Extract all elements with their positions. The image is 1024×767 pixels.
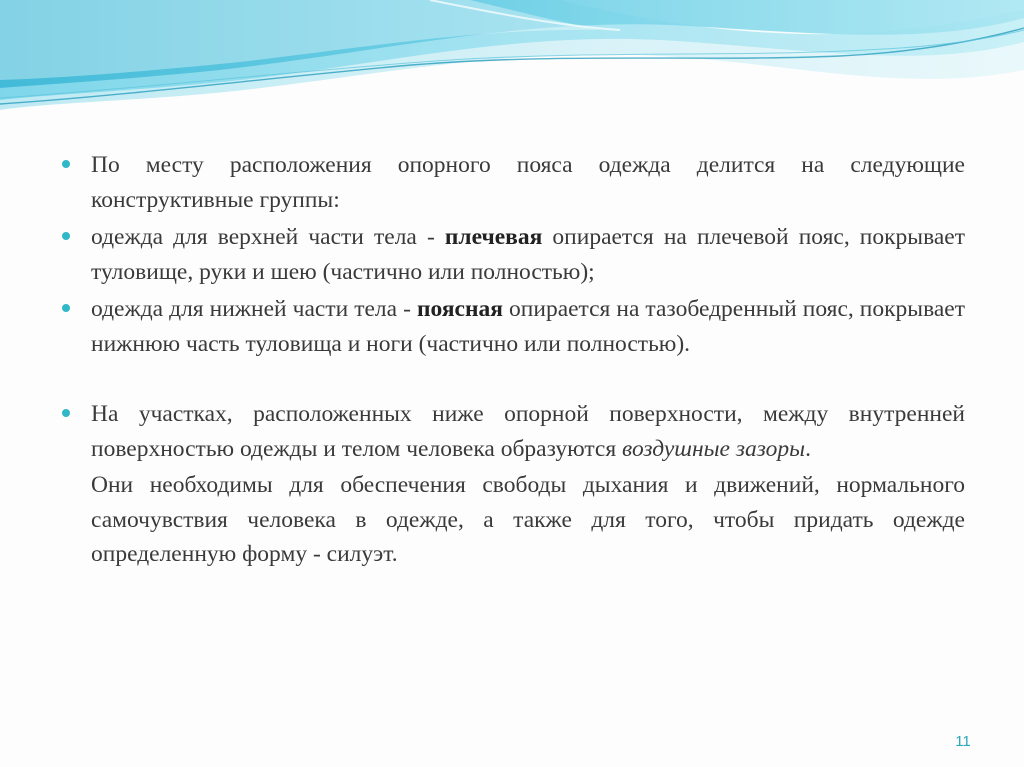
bullet-paragraph-3 [62,292,965,361]
bullet-paragraph-2 [62,220,965,289]
paragraph-text-end: опирается на тазобедренный пояс, покрывает нижнюю часть туловища и ноги (частично или полностью). [91,296,966,357]
paragraph-text-start: одежда для верхней части тела - [91,224,445,250]
bullet-paragraph-4 [62,397,965,466]
term-shoulder-clothing: плечевая [444,224,543,250]
paragraph-text-end: опирается на плечевой пояс, покрывает туловище, руки и шею (частично или полностью); [91,224,965,285]
circle-bullet-icon [62,160,70,168]
paragraph-text: По месту расположения опорного пояса одежда делится на следующие конструктивные группы: [91,152,965,213]
bullet-paragraph-1 [62,148,965,217]
circle-bullet-icon [62,304,70,312]
continuation-paragraph [62,468,965,572]
paragraph-text-end: . [805,435,811,462]
circle-bullet-icon [62,409,70,417]
page-number: 11 [955,733,971,750]
term-air-gaps: воздушные зазоры [622,435,806,462]
wave-header-decoration [0,0,1024,135]
term-waist-clothing: поясная [417,296,503,322]
paragraph-text-start: одежда для нижней части тела - [91,296,417,322]
paragraph-text: Они необходимы для обеспечения свободы дыхания и движений, нормального самочувствия человека в одежде, а также для того, чтобы придать одежде определенную форму - силуэт. [91,472,965,567]
paragraph-text-start: На участках, расположенных ниже опорной поверхности, между внутренней поверхностью одежды и телом человека образуются [91,401,965,462]
slide-body [62,148,965,572]
circle-bullet-icon [62,232,70,240]
